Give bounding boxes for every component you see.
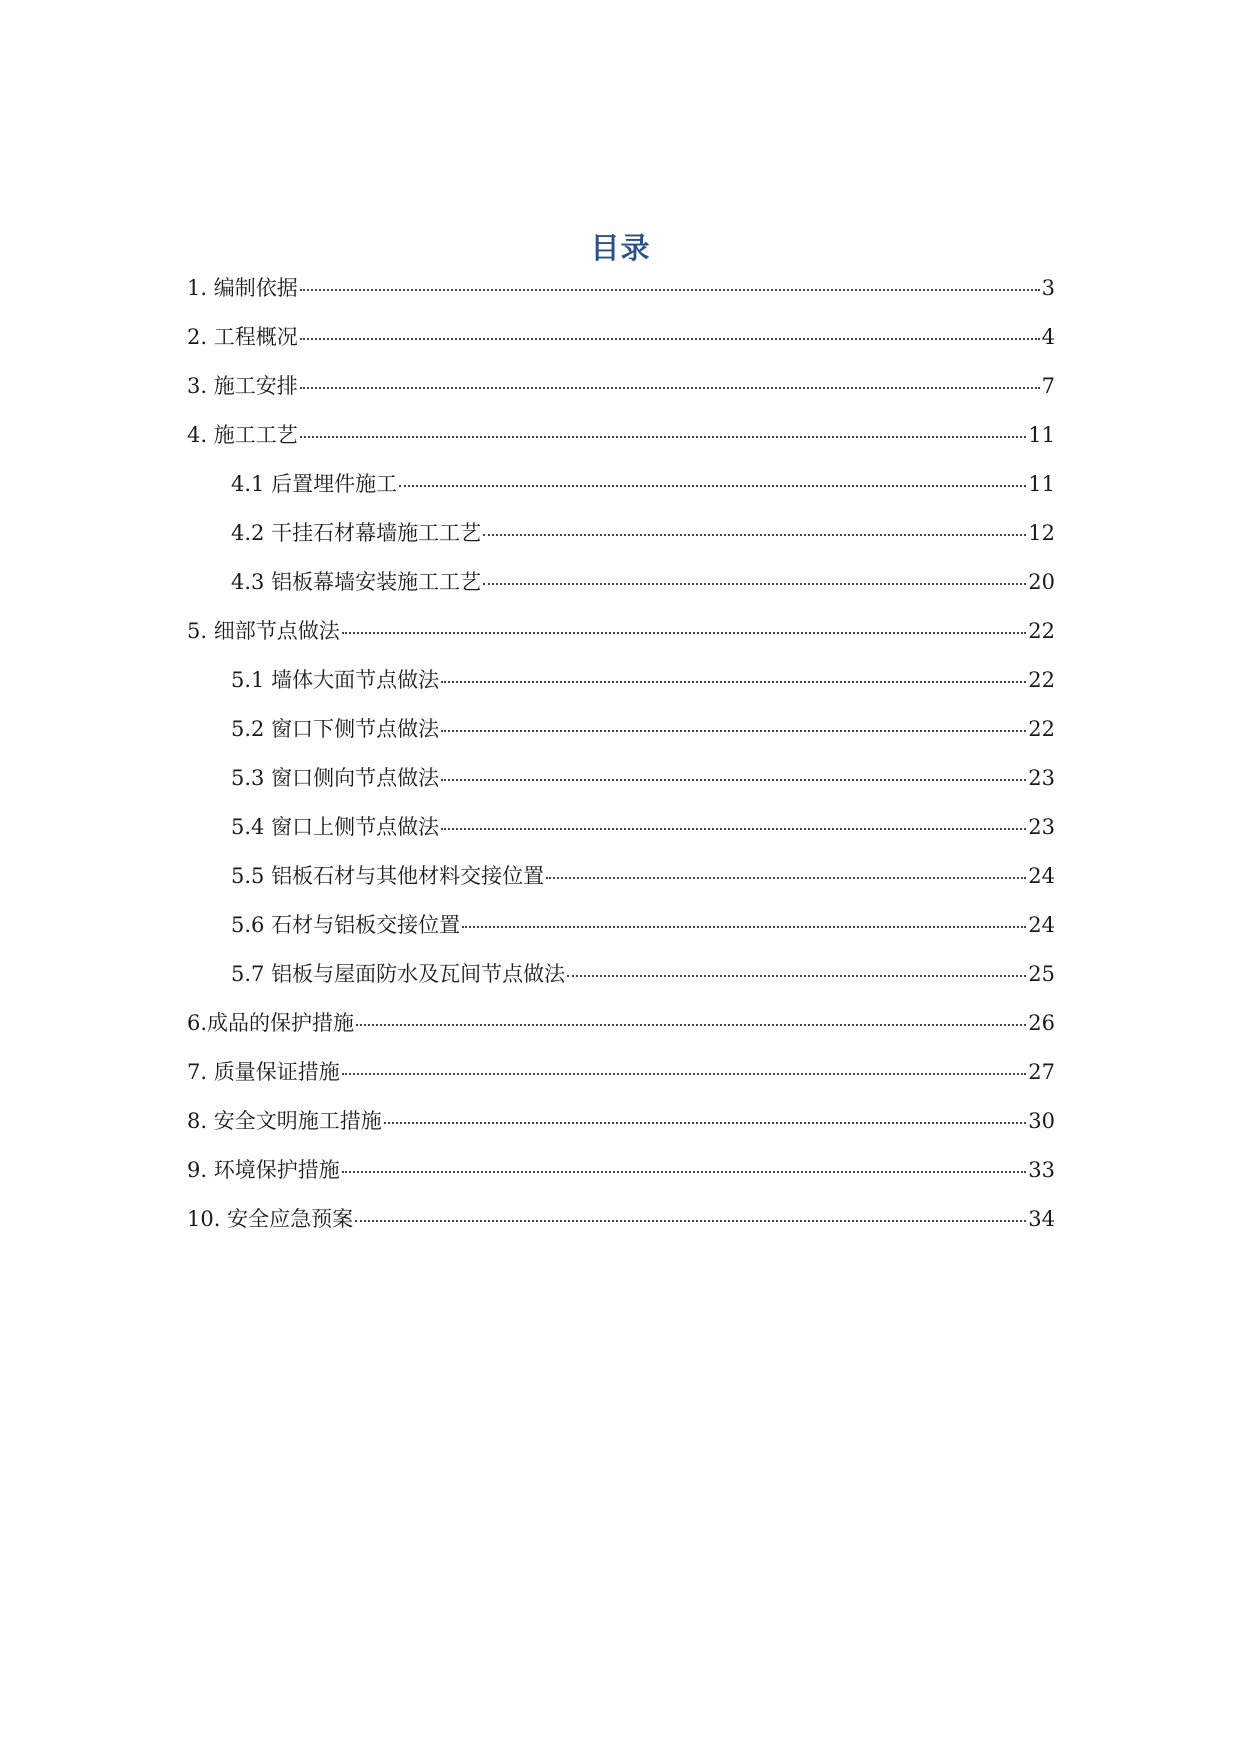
toc-entry[interactable] (187, 1101, 1055, 1150)
toc-entry-page-number: 23 (1028, 815, 1055, 839)
dot-leader (384, 1122, 1027, 1124)
dot-leader (342, 1073, 1027, 1075)
dot-leader (441, 779, 1026, 781)
toc-entry-label: 4.2 干挂石材幕墙施工工艺 (231, 521, 482, 545)
toc-entry-page-number: 11 (1028, 472, 1055, 496)
toc-entry[interactable] (187, 954, 1055, 1003)
toc-entry[interactable] (187, 464, 1055, 513)
dot-leader (356, 1024, 1026, 1026)
dot-leader (342, 632, 1027, 634)
toc-entry-page-number: 7 (1041, 374, 1055, 398)
toc-entry[interactable] (187, 611, 1055, 660)
toc-entry-page-number: 27 (1028, 1060, 1055, 1084)
dot-leader (342, 1171, 1027, 1173)
toc-entry-label: 4. 施工工艺 (187, 423, 298, 447)
toc-entry-label: 5.2 窗口下侧节点做法 (231, 717, 440, 741)
toc-entry-label: 6.成品的保护措施 (187, 1011, 355, 1035)
toc-entry-label: 10. 安全应急预案 (187, 1207, 354, 1231)
toc-entry[interactable] (187, 1150, 1055, 1199)
dot-leader (483, 583, 1026, 585)
toc-entry[interactable] (187, 905, 1055, 954)
toc-entry-label: 2. 工程概况 (187, 325, 298, 349)
toc-entry-label: 5.1 墙体大面节点做法 (231, 668, 440, 692)
toc-entry[interactable] (187, 268, 1055, 317)
dot-leader (300, 338, 1040, 340)
toc-entry-page-number: 24 (1028, 913, 1055, 937)
dot-leader (441, 828, 1026, 830)
toc-entry-label: 5.3 窗口侧向节点做法 (231, 766, 440, 790)
toc-entry-page-number: 23 (1028, 766, 1055, 790)
dot-leader (441, 730, 1026, 732)
dot-leader (300, 436, 1027, 438)
toc-entry[interactable] (187, 1003, 1055, 1052)
toc-entry[interactable] (187, 807, 1055, 856)
toc-entry-page-number: 12 (1028, 521, 1055, 545)
toc-entry-label: 4.3 铝板幕墙安装施工工艺 (231, 570, 482, 594)
toc-entry-page-number: 24 (1028, 864, 1055, 888)
dot-leader (462, 926, 1026, 928)
toc-entry-page-number: 20 (1028, 570, 1055, 594)
toc-entry[interactable] (187, 415, 1055, 464)
toc-entry[interactable] (187, 856, 1055, 905)
toc-entry-page-number: 30 (1028, 1109, 1055, 1133)
toc-entry-page-number: 34 (1028, 1207, 1055, 1231)
dot-leader (300, 289, 1040, 291)
dot-leader (355, 1220, 1026, 1222)
toc-entry-page-number: 33 (1028, 1158, 1055, 1182)
dot-leader (483, 534, 1026, 536)
toc-entry-page-number: 26 (1028, 1011, 1055, 1035)
toc-entry-label: 9. 环境保护措施 (187, 1158, 340, 1182)
toc-entry-page-number: 22 (1028, 619, 1055, 643)
toc-entry-page-number: 11 (1028, 423, 1055, 447)
toc-entry-label: 4.1 后置埋件施工 (231, 472, 398, 496)
toc-entry-label: 3. 施工安排 (187, 374, 298, 398)
toc-entry-page-number: 22 (1028, 717, 1055, 741)
toc-entry[interactable] (187, 709, 1055, 758)
toc-entry-page-number: 4 (1041, 325, 1055, 349)
toc-entry[interactable] (187, 562, 1055, 611)
dot-leader (441, 681, 1026, 683)
dot-leader (546, 877, 1026, 879)
toc-entry-page-number: 22 (1028, 668, 1055, 692)
toc-entry[interactable] (187, 366, 1055, 415)
toc-entry[interactable] (187, 317, 1055, 366)
toc-entry[interactable] (187, 758, 1055, 807)
toc-entry-label: 7. 质量保证措施 (187, 1060, 340, 1084)
toc-entry[interactable] (187, 513, 1055, 562)
dot-leader (300, 387, 1040, 389)
toc-entry[interactable] (187, 660, 1055, 709)
dot-leader (567, 975, 1026, 977)
toc-entry-label: 5.4 窗口上侧节点做法 (231, 815, 440, 839)
toc-entry-label: 5.7 铝板与屋面防水及瓦间节点做法 (231, 962, 566, 986)
toc-entry-label: 5. 细部节点做法 (187, 619, 340, 643)
toc-entry-page-number: 25 (1028, 962, 1055, 986)
dot-leader (399, 485, 1026, 487)
toc-entry[interactable] (187, 1052, 1055, 1101)
toc-title: 目录 (590, 231, 651, 265)
table-of-contents (187, 268, 1055, 1248)
toc-entry-label: 5.5 铝板石材与其他材料交接位置 (231, 864, 545, 888)
toc-entry-label: 1. 编制依据 (187, 276, 298, 300)
toc-entry-label: 8. 安全文明施工措施 (187, 1109, 382, 1133)
toc-entry-page-number: 3 (1041, 276, 1055, 300)
toc-entry-label: 5.6 石材与铝板交接位置 (231, 913, 461, 937)
toc-entry[interactable] (187, 1199, 1055, 1248)
